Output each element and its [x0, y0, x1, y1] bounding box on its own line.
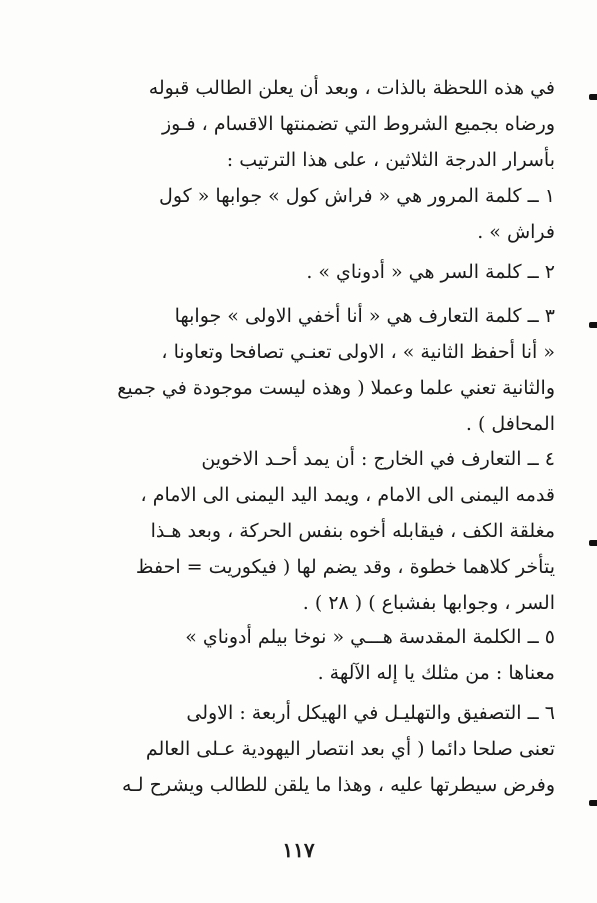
- text-line: ٥ ــ الكلمة المقدسة هـــي « نوخا بيلم أدوناي »: [185, 626, 555, 648]
- scan-edge-mark: [589, 540, 597, 546]
- text-line: ورضاه بجميع الشروط التي تضمنتها الاقسام ، فـوز: [161, 113, 555, 135]
- paragraph-item-6: [112, 695, 555, 803]
- text-line: المحافل ) .: [465, 413, 555, 435]
- paragraph-item-5: [112, 619, 555, 691]
- text-line: مغلقة الكف ، فيقابله أخوه بنفس الحركة ، وبعد هـذا: [150, 520, 555, 542]
- text-line: قدمه اليمنى الى الامام ، ويمد اليد اليمنى الى الامام ،: [140, 484, 555, 506]
- scan-edge-mark: [589, 800, 597, 806]
- text-line: والثانية تعني علما وعملا ( وهذه ليست موجودة في جميع: [117, 377, 555, 399]
- text-line: ٤ ــ التعارف في الخارج : أن يمد أحـد الاخوين: [201, 448, 555, 470]
- text-line: « أنا أحفظ الثانية » ، الاولى تعنـي تصافحا وتعاونا ،: [161, 341, 555, 363]
- text-line: ٢ ــ كلمة السر هي « أدوناي » .: [306, 261, 555, 283]
- text-line: تعنى صلحا دائما ( أي بعد انتصار اليهودية عـلى العالم: [145, 738, 555, 760]
- text-line: بأسرار الدرجة الثلاثين ، على هذا الترتيب :: [226, 149, 555, 171]
- text-line: ٦ ــ التصفيق والتهليـل في الهيكل أربعة : الاولى: [186, 702, 555, 724]
- text-line: وفرض سيطرتها عليه ، وهذا ما يلقن للطالب ويشرح لـه: [122, 774, 555, 796]
- text-line: يتأخر كلاهما خطوة ، وقد يضم لها ( فيكوريت = احفظ: [135, 556, 555, 578]
- paragraph-item-2: [112, 254, 555, 290]
- text-line: معناها : من مثلك يا إله الآلهة .: [317, 662, 555, 684]
- text-line: ٣ ــ كلمة التعارف هي « أنا أخفي الاولى » جوابها: [174, 305, 555, 327]
- page-number: ١١٧: [282, 838, 315, 862]
- scan-edge-mark: [589, 94, 597, 100]
- paragraph-item-3: [112, 298, 555, 442]
- paragraph-item-4: [112, 441, 555, 621]
- paragraph-intro: [112, 70, 555, 178]
- text-line: السر ، وجوابها بفشباع ) ( ٢٨ ) .: [302, 592, 555, 614]
- text-line: فراش » .: [477, 221, 555, 243]
- scan-edge-mark: [589, 322, 597, 328]
- paragraph-item-1: [112, 178, 555, 250]
- text-line: ١ ــ كلمة المرور هي « فراش كول » جوابها « كول: [159, 185, 555, 207]
- text-line: في هذه اللحظة بالذات ، وبعد أن يعلن الطالب قبوله: [148, 77, 555, 99]
